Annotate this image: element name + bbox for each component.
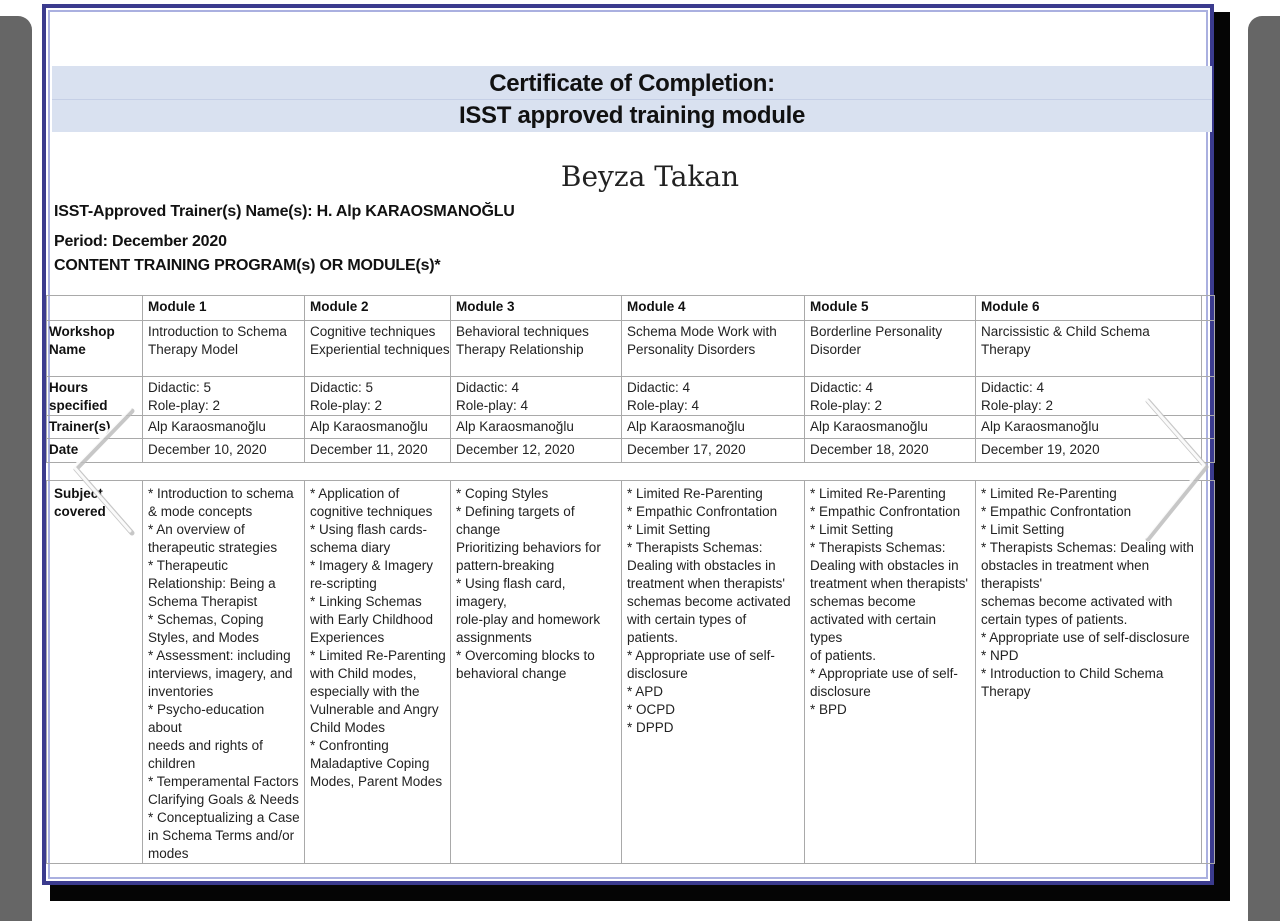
subject-line: Modes, Parent Modes — [310, 774, 443, 789]
subject-line: especially with the — [310, 684, 420, 699]
certificate-title: Certificate of Completion: — [489, 70, 775, 97]
subject-line: Experiences — [310, 630, 385, 645]
subject-line: treatment when therapists' — [627, 576, 785, 591]
date-cell: December 17, 2020 — [622, 439, 805, 463]
row-header-trainer: Trainer(s) — [47, 416, 143, 439]
subject-line: * Using flash card, imagery, — [456, 576, 566, 609]
subject-line: therapeutic strategies — [148, 540, 278, 555]
subject-line: * Therapists Schemas: — [810, 540, 946, 555]
workshop-cell: Borderline Personality Disorder — [805, 321, 976, 377]
subjects-cell — [451, 481, 622, 864]
subject-line: disclosure — [627, 666, 688, 681]
subject-line: * Coping Styles — [456, 486, 549, 501]
subject-line: Clarifying Goals & Needs — [148, 792, 299, 807]
subject-line: schemas become — [810, 594, 916, 609]
table-row-gap — [47, 463, 1215, 481]
spacer-cell — [1202, 296, 1215, 321]
gap-cell — [47, 463, 1215, 481]
title-band-divider — [52, 99, 1212, 100]
workshop-cell: Narcissistic & Child Schema Therapy — [976, 321, 1202, 377]
spacer-cell — [1202, 321, 1215, 377]
subject-line: change — [456, 522, 501, 537]
hours-cell: Didactic: 4 Role-play: 4 — [451, 377, 622, 416]
hours-cell: Didactic: 5 Role-play: 2 — [305, 377, 451, 416]
subject-line: certain types of patients. — [981, 612, 1128, 627]
subject-line: children — [148, 756, 196, 771]
row-header-workshop: Workshop Name — [47, 321, 143, 377]
subject-line: needs and rights of — [148, 738, 263, 753]
content-heading: CONTENT TRAINING PROGRAM(s) OR MODULE(s)* — [54, 257, 441, 274]
subject-line: Schema Therapist — [148, 594, 258, 609]
module-header: Module 5 — [805, 296, 976, 321]
subject-line: behavioral change — [456, 666, 567, 681]
chevron-left-icon — [70, 405, 140, 545]
subject-line: re-scripting — [310, 576, 377, 591]
subject-line: Dealing with obstacles in — [810, 558, 959, 573]
trainer-names: ISST-Approved Trainer(s) Name(s): H. Alp KARAOSMANOĞLU — [54, 203, 515, 220]
subject-line: * APD — [627, 684, 664, 699]
viewer-side-panel-left — [0, 16, 32, 921]
hours-cell: Didactic: 4 Role-play: 4 — [622, 377, 805, 416]
subjects-cell — [305, 481, 451, 864]
date-cell: December 11, 2020 — [305, 439, 451, 463]
subject-line: role-play and homework — [456, 612, 601, 627]
modules-table — [46, 295, 1215, 864]
subject-line: * Defining targets of — [456, 504, 575, 519]
trainer-cell: Alp Karaosmanoğlu — [305, 416, 451, 439]
subject-line: Styles, and Modes — [148, 630, 260, 645]
subject-line: with certain types of patients. — [627, 612, 747, 645]
subject-line: Child Modes — [310, 720, 386, 735]
subject-line: modes — [148, 846, 189, 861]
subject-line: * Linking Schemas — [310, 594, 422, 609]
table-row-date — [47, 439, 1215, 463]
chevron-right-icon — [1140, 395, 1210, 545]
table-header-row — [47, 296, 1215, 321]
date-cell: December 10, 2020 — [143, 439, 305, 463]
date-cell: December 19, 2020 — [976, 439, 1202, 463]
subject-line: with Early Childhood — [310, 612, 434, 627]
module-header: Module 6 — [976, 296, 1202, 321]
certificate-subtitle: ISST approved training module — [458, 102, 805, 129]
next-image-button[interactable] — [1140, 395, 1210, 535]
date-cell: December 12, 2020 — [451, 439, 622, 463]
module-header: Module 4 — [622, 296, 805, 321]
subject-line: & mode concepts — [148, 504, 253, 519]
table-row-hours — [47, 377, 1215, 416]
subject-line: * Confronting — [310, 738, 389, 753]
subject-line: of patients. — [810, 648, 877, 663]
subject-line: * Empathic Confrontation — [810, 504, 961, 519]
hours-cell: Didactic: 4 Role-play: 2 — [976, 377, 1202, 416]
subject-line: * Therapists Schemas: — [627, 540, 763, 555]
subject-line: * Schemas, Coping — [148, 612, 264, 627]
viewer-side-panel-right — [1248, 16, 1280, 921]
corner-cell — [47, 296, 143, 321]
row-header-hours: Hours specified — [47, 377, 143, 416]
subject-line: * Application of — [310, 486, 400, 501]
subjects-cell — [622, 481, 805, 864]
subject-line: Relationship: Being a — [148, 576, 276, 591]
trainer-cell: Alp Karaosmanoğlu — [622, 416, 805, 439]
subject-line: Therapy — [981, 684, 1031, 699]
subject-line: pattern-breaking — [456, 558, 555, 573]
module-header: Module 2 — [305, 296, 451, 321]
table-row-subjects — [47, 481, 1215, 864]
row-header-subjects: Subject covered — [47, 481, 143, 864]
previous-image-button[interactable] — [70, 405, 140, 545]
workshop-cell: Introduction to Schema Therapy Model — [143, 321, 305, 377]
period: Period: December 2020 — [54, 233, 227, 250]
subject-line: schemas become activated with — [981, 594, 1173, 609]
subject-line: cognitive techniques — [310, 504, 433, 519]
subject-line: * Conceptualizing a Case — [148, 810, 300, 825]
subject-line: disclosure — [810, 684, 871, 699]
subject-line: * An overview of — [148, 522, 245, 537]
subject-line: * Overcoming blocks to — [456, 648, 595, 663]
subject-line: obstacles in treatment when — [981, 558, 1150, 573]
module-header: Module 1 — [143, 296, 305, 321]
subject-line: * Introduction to schema — [148, 486, 294, 501]
subject-line: * Empathic Confrontation — [627, 504, 778, 519]
trainer-cell: Alp Karaosmanoğlu — [976, 416, 1202, 439]
subject-line: * Appropriate use of self- — [627, 648, 775, 663]
subject-line: Vulnerable and Angry — [310, 702, 439, 717]
subject-line: inventories — [148, 684, 214, 699]
subject-line: in Schema Terms and/or — [148, 828, 295, 843]
trainer-cell: Alp Karaosmanoğlu — [143, 416, 305, 439]
subject-line: * Introduction to Child Schema — [981, 666, 1164, 681]
trainer-cell: Alp Karaosmanoğlu — [805, 416, 976, 439]
subject-line: * Limit Setting — [627, 522, 711, 537]
subject-line: * Limit Setting — [981, 522, 1065, 537]
hours-cell: Didactic: 4 Role-play: 2 — [805, 377, 976, 416]
subject-line: Maladaptive Coping — [310, 756, 430, 771]
workshop-cell: Cognitive techniques Experiential techniques — [305, 321, 451, 377]
subject-line: schemas become activated — [627, 594, 791, 609]
subject-line: * Therapeutic — [148, 558, 229, 573]
workshop-cell: Schema Mode Work with Personality Disorders — [622, 321, 805, 377]
subject-line: * Limited Re-Parenting — [627, 486, 763, 501]
subject-line: * Psycho-education about — [148, 702, 265, 735]
subject-line: activated with certain types — [810, 612, 937, 645]
trainer-cell: Alp Karaosmanoğlu — [451, 416, 622, 439]
subject-line: * BPD — [810, 702, 847, 717]
subject-line: * Imagery & Imagery — [310, 558, 434, 573]
date-cell: December 18, 2020 — [805, 439, 976, 463]
table-row-trainer — [47, 416, 1215, 439]
workshop-cell: Behavioral techniques Therapy Relationship — [451, 321, 622, 377]
subject-line: with Child modes, — [310, 666, 417, 681]
module-header: Module 3 — [451, 296, 622, 321]
subject-line: * Therapists Schemas: Dealing with — [981, 540, 1194, 555]
subjects-cell — [143, 481, 305, 864]
subject-line: * Temperamental Factors — [148, 774, 299, 789]
subjects-cell — [805, 481, 976, 864]
subject-line: schema diary — [310, 540, 391, 555]
subject-line: * Limited Re-Parenting — [810, 486, 946, 501]
subject-line: * DPPD — [627, 720, 674, 735]
row-header-date: Date — [47, 439, 143, 463]
hours-cell: Didactic: 5 Role-play: 2 — [143, 377, 305, 416]
recipient-name: Beyza Takan — [560, 160, 740, 193]
subject-line: * Assessment: including — [148, 648, 291, 663]
subject-line: * Limited Re-Parenting — [981, 486, 1117, 501]
subject-line: * Limited Re-Parenting — [310, 648, 446, 663]
subject-line: treatment when therapists' — [810, 576, 968, 591]
subject-line: interviews, imagery, and — [148, 666, 293, 681]
subject-line: * Using flash cards- — [310, 522, 428, 537]
subject-line: assignments — [456, 630, 532, 645]
subject-line: Dealing with obstacles in — [627, 558, 776, 573]
subject-line: * NPD — [981, 648, 1019, 663]
subject-line: therapists' — [981, 576, 1043, 591]
subject-line: * Limit Setting — [810, 522, 894, 537]
subject-line: * OCPD — [627, 702, 676, 717]
subject-line: Prioritizing behaviors for — [456, 540, 601, 555]
subject-line: * Empathic Confrontation — [981, 504, 1132, 519]
subject-line: * Appropriate use of self- — [810, 666, 958, 681]
table-row-workshop — [47, 321, 1215, 377]
subject-line: * Appropriate use of self-disclosure — [981, 630, 1190, 645]
